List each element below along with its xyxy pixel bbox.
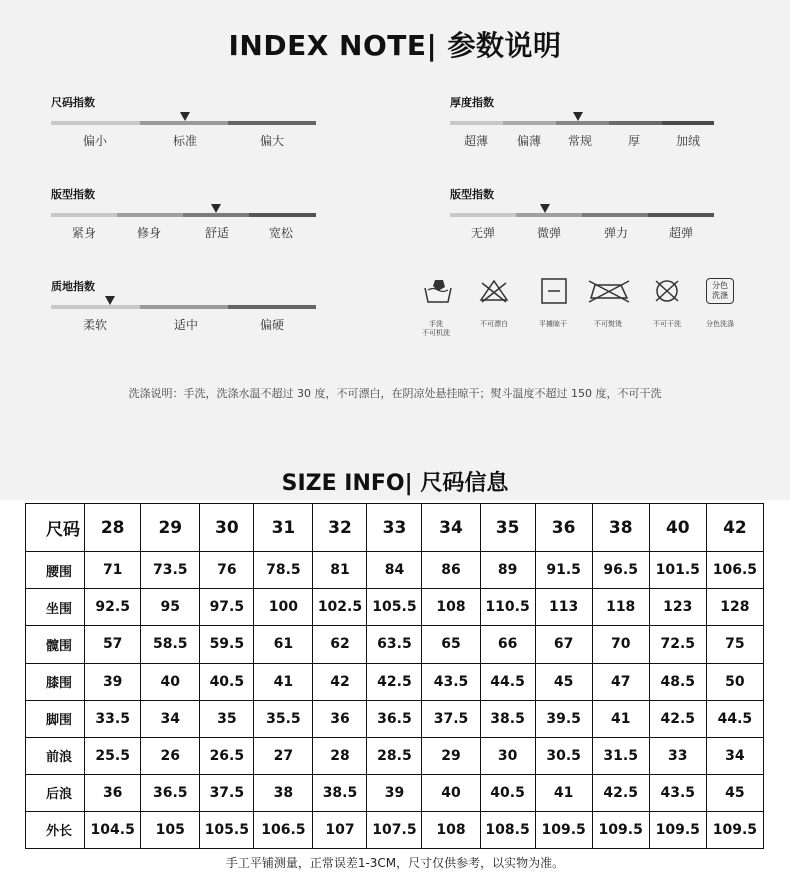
table-cell: 29 xyxy=(422,737,480,774)
size-index-option: 偏大 xyxy=(259,134,285,148)
table-cell: 36 xyxy=(85,774,141,811)
table-cell: 65 xyxy=(422,626,480,663)
row-label-cell: 膝围 xyxy=(26,663,85,700)
table-cell: 35.5 xyxy=(254,700,313,737)
table-row xyxy=(26,774,764,811)
table-cell: 35 xyxy=(200,700,254,737)
table-cell: 34 xyxy=(141,700,200,737)
size-index xyxy=(51,94,316,154)
table-cell: 108 xyxy=(422,811,480,848)
table-row xyxy=(26,737,764,774)
care-label-hand-wash xyxy=(406,320,466,338)
table-cell: 63.5 xyxy=(367,626,422,663)
size-info-title: SIZE INFO| 尺码信息 xyxy=(281,471,509,496)
size-header-cell: 42 xyxy=(706,504,763,552)
table-cell: 95 xyxy=(141,589,200,626)
care-label-line-dry: 平摊晾干 xyxy=(539,320,567,328)
table-cell: 89 xyxy=(480,552,535,589)
table-cell: 36.5 xyxy=(367,700,422,737)
table-cell: 58.5 xyxy=(141,626,200,663)
table-cell: 113 xyxy=(535,589,592,626)
table-cell: 41 xyxy=(535,774,592,811)
stretch-index-option: 弹力 xyxy=(603,226,629,240)
size-header-cell: 38 xyxy=(592,504,649,552)
table-cell: 84 xyxy=(367,552,422,589)
fit-index-option: 修身 xyxy=(136,226,162,240)
table-cell: 30.5 xyxy=(535,737,592,774)
table-cell: 92.5 xyxy=(85,589,141,626)
table-cell: 105 xyxy=(141,811,200,848)
table-header-row xyxy=(26,504,764,552)
table-cell: 107 xyxy=(313,811,367,848)
table-cell: 67 xyxy=(535,626,592,663)
table-cell: 86 xyxy=(422,552,480,589)
index-note-title: INDEX NOTE| 参数说明 xyxy=(228,29,562,62)
thickness-index-label: 厚度指数 xyxy=(450,96,494,109)
table-cell: 118 xyxy=(592,589,649,626)
table-cell: 26 xyxy=(141,737,200,774)
thickness-index-option: 超薄 xyxy=(463,134,489,148)
table-cell: 123 xyxy=(649,589,706,626)
size-table xyxy=(25,503,764,849)
thickness-index-bar-4 xyxy=(609,121,662,125)
care-label-no-bleach: 不可漂白 xyxy=(480,320,508,328)
table-cell: 66 xyxy=(480,626,535,663)
thickness-index-bar-2 xyxy=(503,121,556,125)
table-cell: 100 xyxy=(254,589,313,626)
no-dry-clean-icon xyxy=(652,278,682,304)
thickness-index-option: 加绒 xyxy=(675,134,701,148)
stretch-index xyxy=(450,186,714,246)
table-cell: 27 xyxy=(254,737,313,774)
thickness-index-option: 偏薄 xyxy=(516,134,542,148)
table-cell: 76 xyxy=(200,552,254,589)
table-cell: 44.5 xyxy=(706,700,763,737)
table-cell: 71 xyxy=(85,552,141,589)
table-cell: 109.5 xyxy=(649,811,706,848)
table-cell: 39 xyxy=(367,774,422,811)
stretch-index-bar-1 xyxy=(450,213,516,217)
table-cell: 26.5 xyxy=(200,737,254,774)
size-header-cell: 35 xyxy=(480,504,535,552)
texture-index-bar-2 xyxy=(140,305,228,309)
table-cell: 41 xyxy=(592,700,649,737)
texture-index-label: 质地指数 xyxy=(51,280,95,293)
no-bleach-icon xyxy=(479,278,509,304)
hand-wash-icon xyxy=(423,278,453,304)
size-header-cell: 33 xyxy=(367,504,422,552)
thickness-index-bar-1 xyxy=(450,121,503,125)
table-cell: 30 xyxy=(480,737,535,774)
separate-wash-icon: 分色 洗涤 xyxy=(706,278,734,304)
row-label-cell: 坐围 xyxy=(26,589,85,626)
table-cell: 106.5 xyxy=(706,552,763,589)
table-cell: 102.5 xyxy=(313,589,367,626)
table-cell: 96.5 xyxy=(592,552,649,589)
table-cell: 40.5 xyxy=(200,663,254,700)
table-cell: 43.5 xyxy=(422,663,480,700)
fit-index-bar-1 xyxy=(51,213,117,217)
no-iron-icon xyxy=(587,278,631,304)
table-cell: 61 xyxy=(254,626,313,663)
size-header-cell: 31 xyxy=(254,504,313,552)
size-index-bar-1 xyxy=(51,121,140,125)
table-cell: 33.5 xyxy=(85,700,141,737)
table-cell: 48.5 xyxy=(649,663,706,700)
table-cell: 47 xyxy=(592,663,649,700)
texture-index-option: 柔软 xyxy=(82,318,108,332)
table-cell: 39.5 xyxy=(535,700,592,737)
thickness-index-bar-5 xyxy=(662,121,714,125)
table-row xyxy=(26,811,764,848)
table-cell: 105.5 xyxy=(200,811,254,848)
table-cell: 42.5 xyxy=(367,663,422,700)
table-cell: 70 xyxy=(592,626,649,663)
fit-index-bar-3 xyxy=(183,213,249,217)
table-cell: 105.5 xyxy=(367,589,422,626)
size-header-cell: 32 xyxy=(313,504,367,552)
fit-index-marker xyxy=(211,204,221,213)
table-cell: 78.5 xyxy=(254,552,313,589)
row-label-cell: 外长 xyxy=(26,811,85,848)
table-cell: 40 xyxy=(422,774,480,811)
table-cell: 42.5 xyxy=(592,774,649,811)
table-cell: 91.5 xyxy=(535,552,592,589)
table-cell: 45 xyxy=(535,663,592,700)
table-cell: 37.5 xyxy=(200,774,254,811)
table-cell: 25.5 xyxy=(85,737,141,774)
stretch-index-bar-3 xyxy=(582,213,648,217)
table-cell: 104.5 xyxy=(85,811,141,848)
stretch-index-option: 无弹 xyxy=(470,226,496,240)
measurement-note: 手工平铺测量，正常误差1-3CM，尺寸仅供参考，以实物为准。 xyxy=(225,856,565,870)
table-row xyxy=(26,589,764,626)
size-index-label: 尺码指数 xyxy=(51,96,95,109)
table-cell: 40.5 xyxy=(480,774,535,811)
thickness-index-marker xyxy=(573,112,583,121)
row-label-cell: 后浪 xyxy=(26,774,85,811)
table-cell: 107.5 xyxy=(367,811,422,848)
fit-index-option: 紧身 xyxy=(71,226,97,240)
size-header-cell: 36 xyxy=(535,504,592,552)
table-cell: 37.5 xyxy=(422,700,480,737)
table-cell: 108.5 xyxy=(480,811,535,848)
table-cell: 38 xyxy=(254,774,313,811)
table-row xyxy=(26,663,764,700)
table-cell: 28 xyxy=(313,737,367,774)
header-label-cell: 尺码 xyxy=(26,504,85,552)
table-cell: 38.5 xyxy=(480,700,535,737)
size-index-option: 标准 xyxy=(172,134,198,148)
size-index-bar-3 xyxy=(228,121,316,125)
thickness-index-option: 厚 xyxy=(627,134,641,148)
table-cell: 42 xyxy=(313,663,367,700)
wash-instructions: 洗涤说明：手洗，洗涤水温不超过 30 度，不可漂白，在阴凉处悬挂晾干；熨斗温度不超过 150 度，不可干洗 xyxy=(128,387,662,400)
table-cell: 75 xyxy=(706,626,763,663)
texture-index-marker xyxy=(105,296,115,305)
table-row xyxy=(26,552,764,589)
fit-index-bar-4 xyxy=(249,213,316,217)
care-label-separate-wash: 分色洗涤 xyxy=(706,320,734,328)
row-label-cell: 腰围 xyxy=(26,552,85,589)
stretch-index-marker xyxy=(540,204,550,213)
table-cell: 109.5 xyxy=(535,811,592,848)
table-cell: 101.5 xyxy=(649,552,706,589)
table-cell: 57 xyxy=(85,626,141,663)
size-header-cell: 28 xyxy=(85,504,141,552)
table-cell: 36 xyxy=(313,700,367,737)
table-cell: 39 xyxy=(85,663,141,700)
table-cell: 50 xyxy=(706,663,763,700)
table-cell: 128 xyxy=(706,589,763,626)
size-index-option: 偏小 xyxy=(82,134,108,148)
table-cell: 43.5 xyxy=(649,774,706,811)
texture-index-bar-1 xyxy=(51,305,140,309)
table-cell: 45 xyxy=(706,774,763,811)
size-index-marker xyxy=(180,112,190,121)
row-label-cell: 髋围 xyxy=(26,626,85,663)
table-row xyxy=(26,626,764,663)
thickness-index xyxy=(450,94,714,154)
texture-index-option: 偏硬 xyxy=(259,318,285,332)
size-header-cell: 34 xyxy=(422,504,480,552)
stretch-index-option: 微弹 xyxy=(536,226,562,240)
care-label-no-dry-clean: 不可干洗 xyxy=(653,320,681,328)
table-cell: 109.5 xyxy=(592,811,649,848)
size-index-bar-2 xyxy=(140,121,228,125)
table-cell: 42.5 xyxy=(649,700,706,737)
texture-index-bar-3 xyxy=(228,305,316,309)
size-header-cell: 29 xyxy=(141,504,200,552)
thickness-index-bar-3 xyxy=(556,121,609,125)
stretch-index-option: 超弹 xyxy=(668,226,694,240)
table-cell: 28.5 xyxy=(367,737,422,774)
table-cell: 106.5 xyxy=(254,811,313,848)
stretch-index-label: 版型指数 xyxy=(450,188,494,201)
stretch-index-bar-2 xyxy=(516,213,582,217)
table-row xyxy=(26,700,764,737)
table-cell: 59.5 xyxy=(200,626,254,663)
fit-index-option: 舒适 xyxy=(204,226,230,240)
row-label-cell: 前浪 xyxy=(26,737,85,774)
fit-index-label: 版型指数 xyxy=(51,188,95,201)
table-cell: 36.5 xyxy=(141,774,200,811)
row-label-cell: 脚围 xyxy=(26,700,85,737)
stretch-index-bar-4 xyxy=(648,213,714,217)
table-cell: 109.5 xyxy=(706,811,763,848)
texture-index-option: 适中 xyxy=(173,318,199,332)
care-label-no-iron: 不可熨烫 xyxy=(594,320,622,328)
fit-index-option: 宽松 xyxy=(268,226,294,240)
table-cell: 81 xyxy=(313,552,367,589)
table-cell: 108 xyxy=(422,589,480,626)
table-cell: 110.5 xyxy=(480,589,535,626)
table-cell: 73.5 xyxy=(141,552,200,589)
fit-index-bar-2 xyxy=(117,213,183,217)
line-dry-shade-icon xyxy=(539,278,569,304)
fit-index xyxy=(51,186,316,246)
table-cell: 40 xyxy=(141,663,200,700)
table-cell: 34 xyxy=(706,737,763,774)
table-cell: 38.5 xyxy=(313,774,367,811)
table-cell: 97.5 xyxy=(200,589,254,626)
table-cell: 62 xyxy=(313,626,367,663)
size-header-cell: 40 xyxy=(649,504,706,552)
size-header-cell: 30 xyxy=(200,504,254,552)
table-cell: 31.5 xyxy=(592,737,649,774)
table-cell: 72.5 xyxy=(649,626,706,663)
thickness-index-option: 常规 xyxy=(567,134,593,148)
care-label-text: 手洗 不可机洗 xyxy=(422,320,450,337)
texture-index xyxy=(51,278,316,338)
table-cell: 41 xyxy=(254,663,313,700)
table-cell: 44.5 xyxy=(480,663,535,700)
table-cell: 33 xyxy=(649,737,706,774)
